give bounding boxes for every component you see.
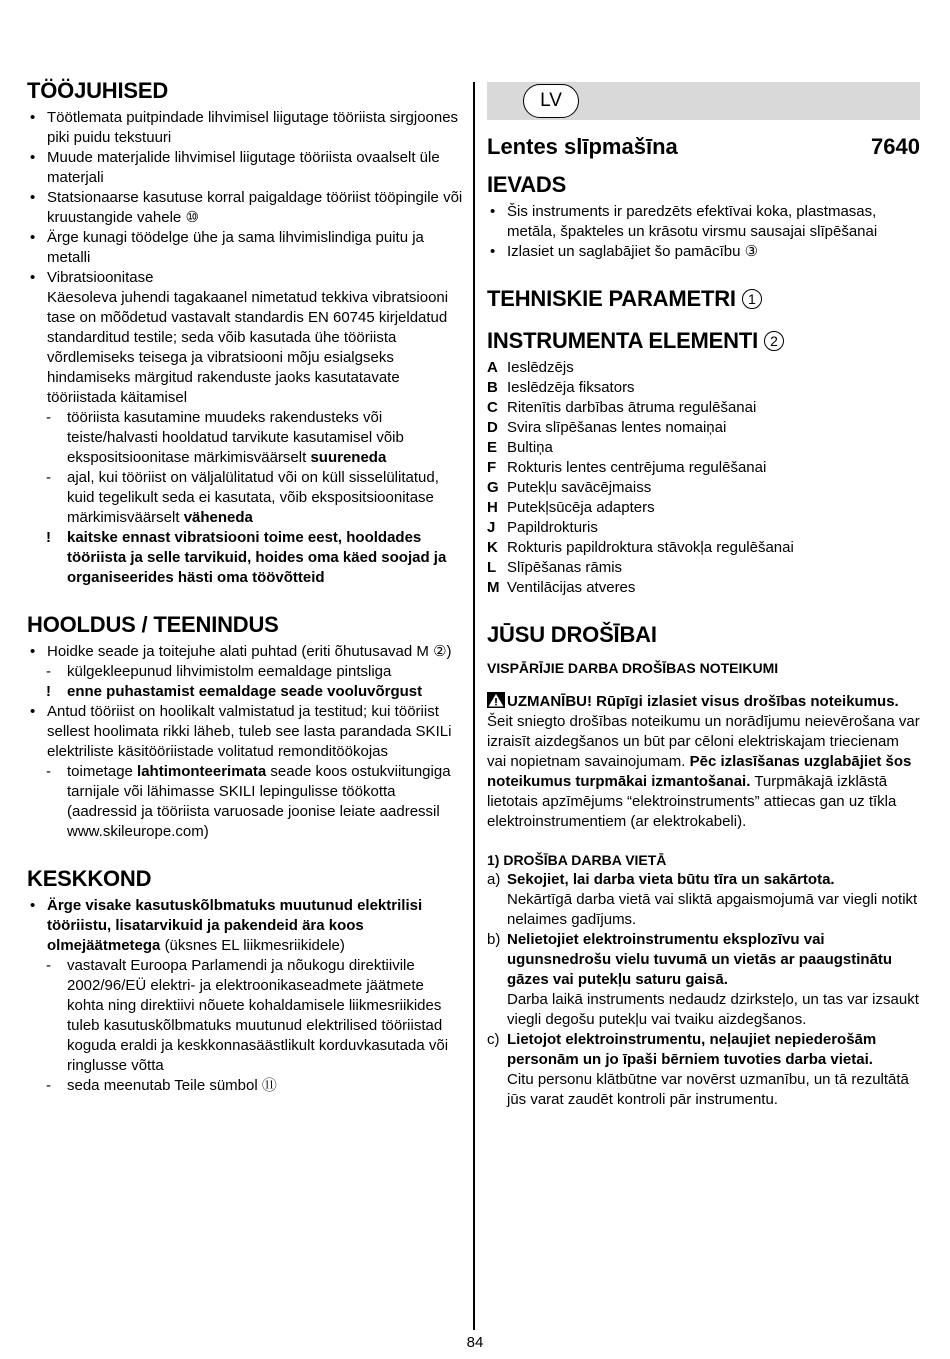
part-key: C	[487, 399, 498, 416]
figure-ref: 1	[742, 289, 762, 309]
section-title-hooldus: HOOLDUS / TEENINDUS	[27, 612, 279, 637]
list-item: c) Lietojot elektroinstrumentu, neļaujiet nepiederošām personām un jo īpaši bērniem tuvoties darba vietai. Citu personu klātbūtne var novērst uzmanību, un tā rezultātā jūs varat zaudēt kontroli pār instrumentu.	[487, 1031, 909, 1108]
product-name: Lentes slīpmašīna	[487, 134, 678, 159]
hooldus-list	[27, 642, 463, 662]
language-bar	[487, 82, 920, 120]
safety-subheading: VISPĀRĪJIE DARBA DROŠĪBAS NOTEIKUMI	[487, 660, 779, 676]
language-badge: LV	[523, 84, 579, 118]
part-label: Putekļsūcēja adapters	[507, 499, 655, 516]
part-key: E	[487, 439, 498, 456]
part-key: F	[487, 459, 497, 476]
list-item: b) Nelietojiet elektroinstrumentu eksplozīvu vai ugunsnedrošu vielu tuvumā un vietās ar paaugstinātu gāzes vai putekļu saturu gaisā. Darba laikā instruments nedaudz dzirksteļo, un tas var izsaukt viegli degošu putekļu vai tvaiku aizdegšanos.	[487, 931, 919, 1028]
part-row	[487, 458, 920, 478]
warning-triangle-icon	[487, 692, 505, 708]
part-key: M	[487, 579, 500, 596]
part-label: Ieslēdzējs	[507, 359, 574, 376]
part-label: Papildrokturis	[507, 519, 598, 536]
list-item: • Muude materjalide lihvimisel liigutage tööriista ovaalselt üle materjali	[27, 148, 463, 188]
part-row	[487, 538, 920, 558]
section-title-toojuhised: TÖÖJUHISED	[27, 78, 169, 103]
right-column	[487, 82, 920, 1110]
warning-item: ! enne puhastamist eemaldage seade vooluvõrgust	[46, 683, 423, 700]
part-key: G	[487, 479, 499, 496]
part-row	[487, 358, 920, 378]
part-row	[487, 498, 920, 518]
part-row	[487, 558, 920, 578]
sub-item: - toimetage lahtimonteerimata seade koos ostukviitungiga tarnijale või lähimasse SKILI lepingulisse töökotta (aadressid ja tööriista varuosade joonise leiate aadressil www.skileurope.com)	[46, 763, 451, 840]
figure-ref: ⑩	[185, 209, 199, 226]
ievads-list	[487, 202, 920, 262]
part-label: Bultiņa	[507, 439, 553, 456]
part-label: Putekļu savācējmaiss	[507, 479, 652, 496]
part-label: Rokturis papildroktura stāvokļa regulēšanai	[507, 539, 794, 556]
figure-ref: 2	[764, 331, 784, 351]
warning-paragraph: UZMANĪBU! Rūpīgi izlasiet visus drošības noteikumus. Šeit sniegto drošības noteikumu un norādījumu neievērošana var izraisīt aizdegšanos un būt par cēloni elektriskajam triecienam vai nopietnam savainojumam. Pēc izlasīšanas uzglabājiet šos noteikumus turpmākai izmantošanai. Turpmākajā izklāstā lietotais apzīmējums “elektroinstruments” attiecas gan uz tīkla elektroinstrumentiem (ar elektrokabeli).	[487, 693, 920, 830]
part-label: Slīpēšanas rāmis	[507, 559, 623, 576]
list-item: • Ärge kunagi töödelge ühe ja sama lihvimislindiga puitu ja metalli	[27, 228, 463, 268]
section-title-elementi: INSTRUMENTA ELEMENTI 2	[487, 328, 920, 354]
sub-item: - seda meenutab Teile sümbol ⑪	[46, 1077, 277, 1094]
product-model: 7640	[871, 134, 920, 159]
list-item: • Töötlemata puitpindade lihvimisel liigutage tööriista sirgjoones piki puidu tekstuuri	[27, 108, 463, 148]
sub-item: - tööriista kasutamine muudeks rakendusteks või teiste/halvasti hooldatud tarvikute kasutamisel võib ekspositsioonitase märkimisväärselt suureneda	[46, 409, 404, 466]
part-label: Ieslēdzēja fiksators	[507, 379, 635, 396]
list-item: • Ärge visake kasutuskõlbmatuks muutunud elektrilisi tööriistu, lisatarvikuid ja pakendeid ära koos olmejäätmetega (üksnes EL liikmesriikidele)	[27, 896, 463, 956]
keskkond-list	[27, 896, 463, 956]
part-row	[487, 378, 920, 398]
figure-ref: ③	[744, 243, 759, 260]
list-item: • Antud tööriist on hoolikalt valmistatud ja testitud; kui tööriist sellest hoolimata rikki läheb, tuleb see lasta parandada SKILi elektriliste käsitööriistade volitatud remonditöökojas	[27, 702, 463, 762]
figure-ref: ②	[433, 643, 447, 660]
part-row	[487, 418, 920, 438]
page-number: 84	[466, 1334, 484, 1351]
left-column	[27, 78, 463, 1096]
section-title-keskkond: KESKKOND	[27, 866, 152, 891]
list-item: a) Sekojiet, lai darba vieta būtu tīra un sakārtota. Nekārtīgā darba vietā vai sliktā apgaismojumā var viegli notikt nelaimes gadījums.	[487, 871, 918, 928]
list-item: • Statsionaarse kasutuse korral paigaldage tööriist tööpingile või kruustangide vahele ⑩	[27, 188, 463, 228]
section-title-tehniskie: TEHNISKIE PARAMETRI 1	[487, 286, 920, 312]
part-key: L	[487, 559, 497, 576]
part-key: H	[487, 499, 498, 516]
part-row	[487, 438, 920, 458]
part-row	[487, 398, 920, 418]
part-key: D	[487, 419, 498, 436]
list-item: • Hoidke seade ja toitejuhe alati puhtad (eriti õhutusavad M ②)	[27, 642, 463, 662]
part-key: B	[487, 379, 498, 396]
column-divider	[473, 82, 475, 1330]
part-label: Ritenītis darbības ātruma regulēšanai	[507, 399, 757, 416]
product-title-row	[487, 134, 920, 160]
part-label: Svira slīpēšanas lentes nomaiņai	[507, 419, 727, 436]
part-key: A	[487, 359, 498, 376]
vibration-text: Käesoleva juhendi tagakaanel nimetatud tekkiva vibratsiooni tase on mõõdetud vastavalt standardis EN 60745 kirjeldatud standarditud testile; seda võib kasutada ühe tööriista võrdlemiseks teisega ja vibratsiooni mõju esialgseks hindamiseks märgitud rakenduste jaoks kasutatavate tööriistada käitamisel	[47, 289, 449, 406]
warning-item: ! kaitske ennast vibratsiooni toime eest, hooldades tööriista ja selle tarvikuid, hoides oma käed soojad ja organiseerides hästi oma töövõtteid	[46, 529, 447, 586]
sub-item: - vastavalt Euroopa Parlamendi ja nõukogu direktiivile 2002/96/EÜ elektri- ja elektroonikaseadmete jäätmete kohta ning direktiivi nõuete kohaldamisele liikmesriikides tuleb kasutuskõlbmatuks muutunud elektrilised tööriistad koguda eraldi ja keskkonnasäästlikult korduvkasutada või ringlusse võtta	[46, 957, 449, 1074]
part-key: J	[487, 519, 496, 536]
parts-list	[487, 358, 920, 598]
work-area-heading: 1) DROŠĪBA DARBA VIETĀ	[487, 852, 667, 868]
part-row	[487, 478, 920, 498]
part-row	[487, 518, 920, 538]
sub-item: - külgekleepunud lihvimistolm eemaldage pintsliga	[46, 663, 392, 680]
list-item: • Šis instruments ir paredzēts efektīvai koka, plastmasas, metāla, špakteles un krāsotu virsmu sausajai slīpēšanai	[487, 202, 920, 242]
part-row	[487, 578, 920, 598]
toojuhised-list	[27, 108, 463, 408]
part-label: Ventilācijas atveres	[507, 579, 636, 596]
part-key: K	[487, 539, 498, 556]
list-item: • Izlasiet un saglabājiet šo pamācību ③	[487, 242, 920, 262]
list-item: • Vibratsioonitase Käesoleva juhendi tagakaanel nimetatud tekkiva vibratsiooni tase on mõõdetud vastavalt standardis EN 60745 kirjeldatud standarditud testile; seda võib kasutada ühe tööriista võrdlemiseks teisega ja vibratsiooni mõju esialgseks hindamiseks märgitud rakenduste jaoks kasutatavate tööriistada käitamisel	[27, 268, 463, 408]
section-title-drosibai: JŪSU DROŠĪBAI	[487, 622, 657, 647]
work-area-list	[487, 870, 920, 1110]
section-title-ievads: IEVADS	[487, 172, 567, 197]
figure-ref: ⑪	[261, 1077, 277, 1094]
part-label: Rokturis lentes centrējuma regulēšanai	[507, 459, 767, 476]
sub-item: - ajal, kui tööriist on väljalülitatud või on küll sisselülitatud, kuid tegelikult seda ei kasutata, võib ekspositsioonitase märkimisväärselt väheneda	[46, 469, 439, 526]
